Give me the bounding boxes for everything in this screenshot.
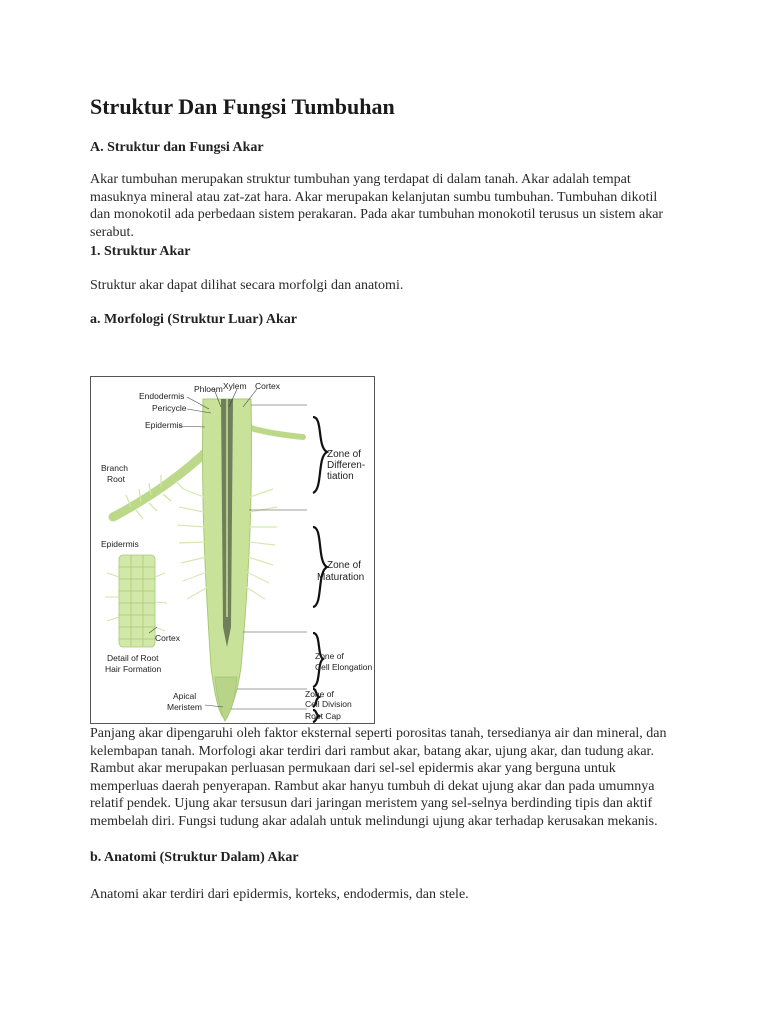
label-detail-2: Hair Formation [105, 664, 162, 674]
label-zone-elong-1: Zone of [315, 651, 344, 661]
label-pericycle: Pericycle [152, 403, 187, 413]
label-zone-elong-2: Cell Elongation [315, 662, 373, 672]
root-cap [215, 677, 237, 721]
page-title: Struktur Dan Fungsi Tumbuhan [90, 94, 395, 119]
root-diagram [91, 377, 374, 723]
label-zone-mat-2: Maturation [317, 572, 365, 583]
label-xylem: Xylem [223, 381, 247, 391]
heading-morfologi: a. Morfologi (Struktur Luar) Akar [90, 312, 298, 327]
label-zone-div-2: Cell Division [305, 699, 352, 709]
morfologi-paragraph: Panjang akar dipengaruhi oleh faktor eksternal seperti porositas tanah, tersedianya air dan mineral, dan kelembapan tanah. Morfologi akar terdiri dari rambut akar, batang akar, ujung akar, dan tudung akar. Rambut akar merupakan perluasan permukaan dari sel-sel epidermis akar yang berguna untuk memperluas daerah penyerapan. Rambut akar hanyu tumbuh di dekat ujung akar dan pada umumnya relatif pendek. Ujung akar tersusun dari jaringan meristem yang sel-selnya berdinding tipis dan aktif membelah diri. Fungsi tudung akar adalah untuk melindungi ujung akar terhadap kerusakan mekanis. [90, 726, 667, 829]
anatomi-paragraph: Anatomi akar terdiri dari epidermis, korteks, endodermis, dan stele. [90, 887, 469, 902]
label-phloem: Phloem [194, 384, 223, 394]
label-root: Root [107, 474, 125, 484]
label-epidermis-detail: Epidermis [101, 539, 139, 549]
struktur-paragraph: Struktur akar dapat dilihat secara morfolgi dan anatomi. [90, 278, 404, 293]
branch-root [113, 447, 211, 517]
intro-paragraph: Akar tumbuhan merupakan struktur tumbuhan yang terdapat di dalam tanah. Akar adalah tempat masuknya mineral atau zat-zat hara. Akar merupakan kelanjutan sumbu tumbuhan. Tumbuhan dikotil dan monokotil ada perbedaan sistem perakaran. Pada akar tumbuhan monokotil terusus un sistem akar serabut. [90, 172, 664, 240]
label-cortex-detail: Cortex [155, 633, 181, 643]
heading-struktur-akar: 1. Struktur Akar [90, 244, 191, 259]
label-zone-diff-1: Zone of [327, 449, 361, 460]
label-zone-diff-2: Differen- [327, 460, 366, 471]
label-meristem: Meristem [167, 702, 202, 712]
root-structure-figure [90, 376, 375, 724]
label-root-cap: Root Cap [305, 711, 341, 721]
label-zone-div-1: Zone of [305, 689, 334, 699]
zone-brackets [313, 417, 327, 722]
label-epidermis-top: Epidermis [145, 420, 183, 430]
label-apical: Apical [173, 691, 197, 701]
label-branch: Branch [101, 463, 128, 473]
heading-anatomi: b. Anatomi (Struktur Dalam) Akar [90, 850, 299, 865]
label-detail-1: Detail of Root [107, 653, 159, 663]
section-a-heading: A. Struktur dan Fungsi Akar [90, 140, 264, 155]
label-zone-mat-1: Zone of [327, 560, 361, 571]
label-endodermis: Endodermis [139, 391, 185, 401]
label-cortex-top: Cortex [255, 381, 281, 391]
label-zone-diff-3: tiation [327, 471, 354, 482]
cell-detail [119, 555, 155, 647]
